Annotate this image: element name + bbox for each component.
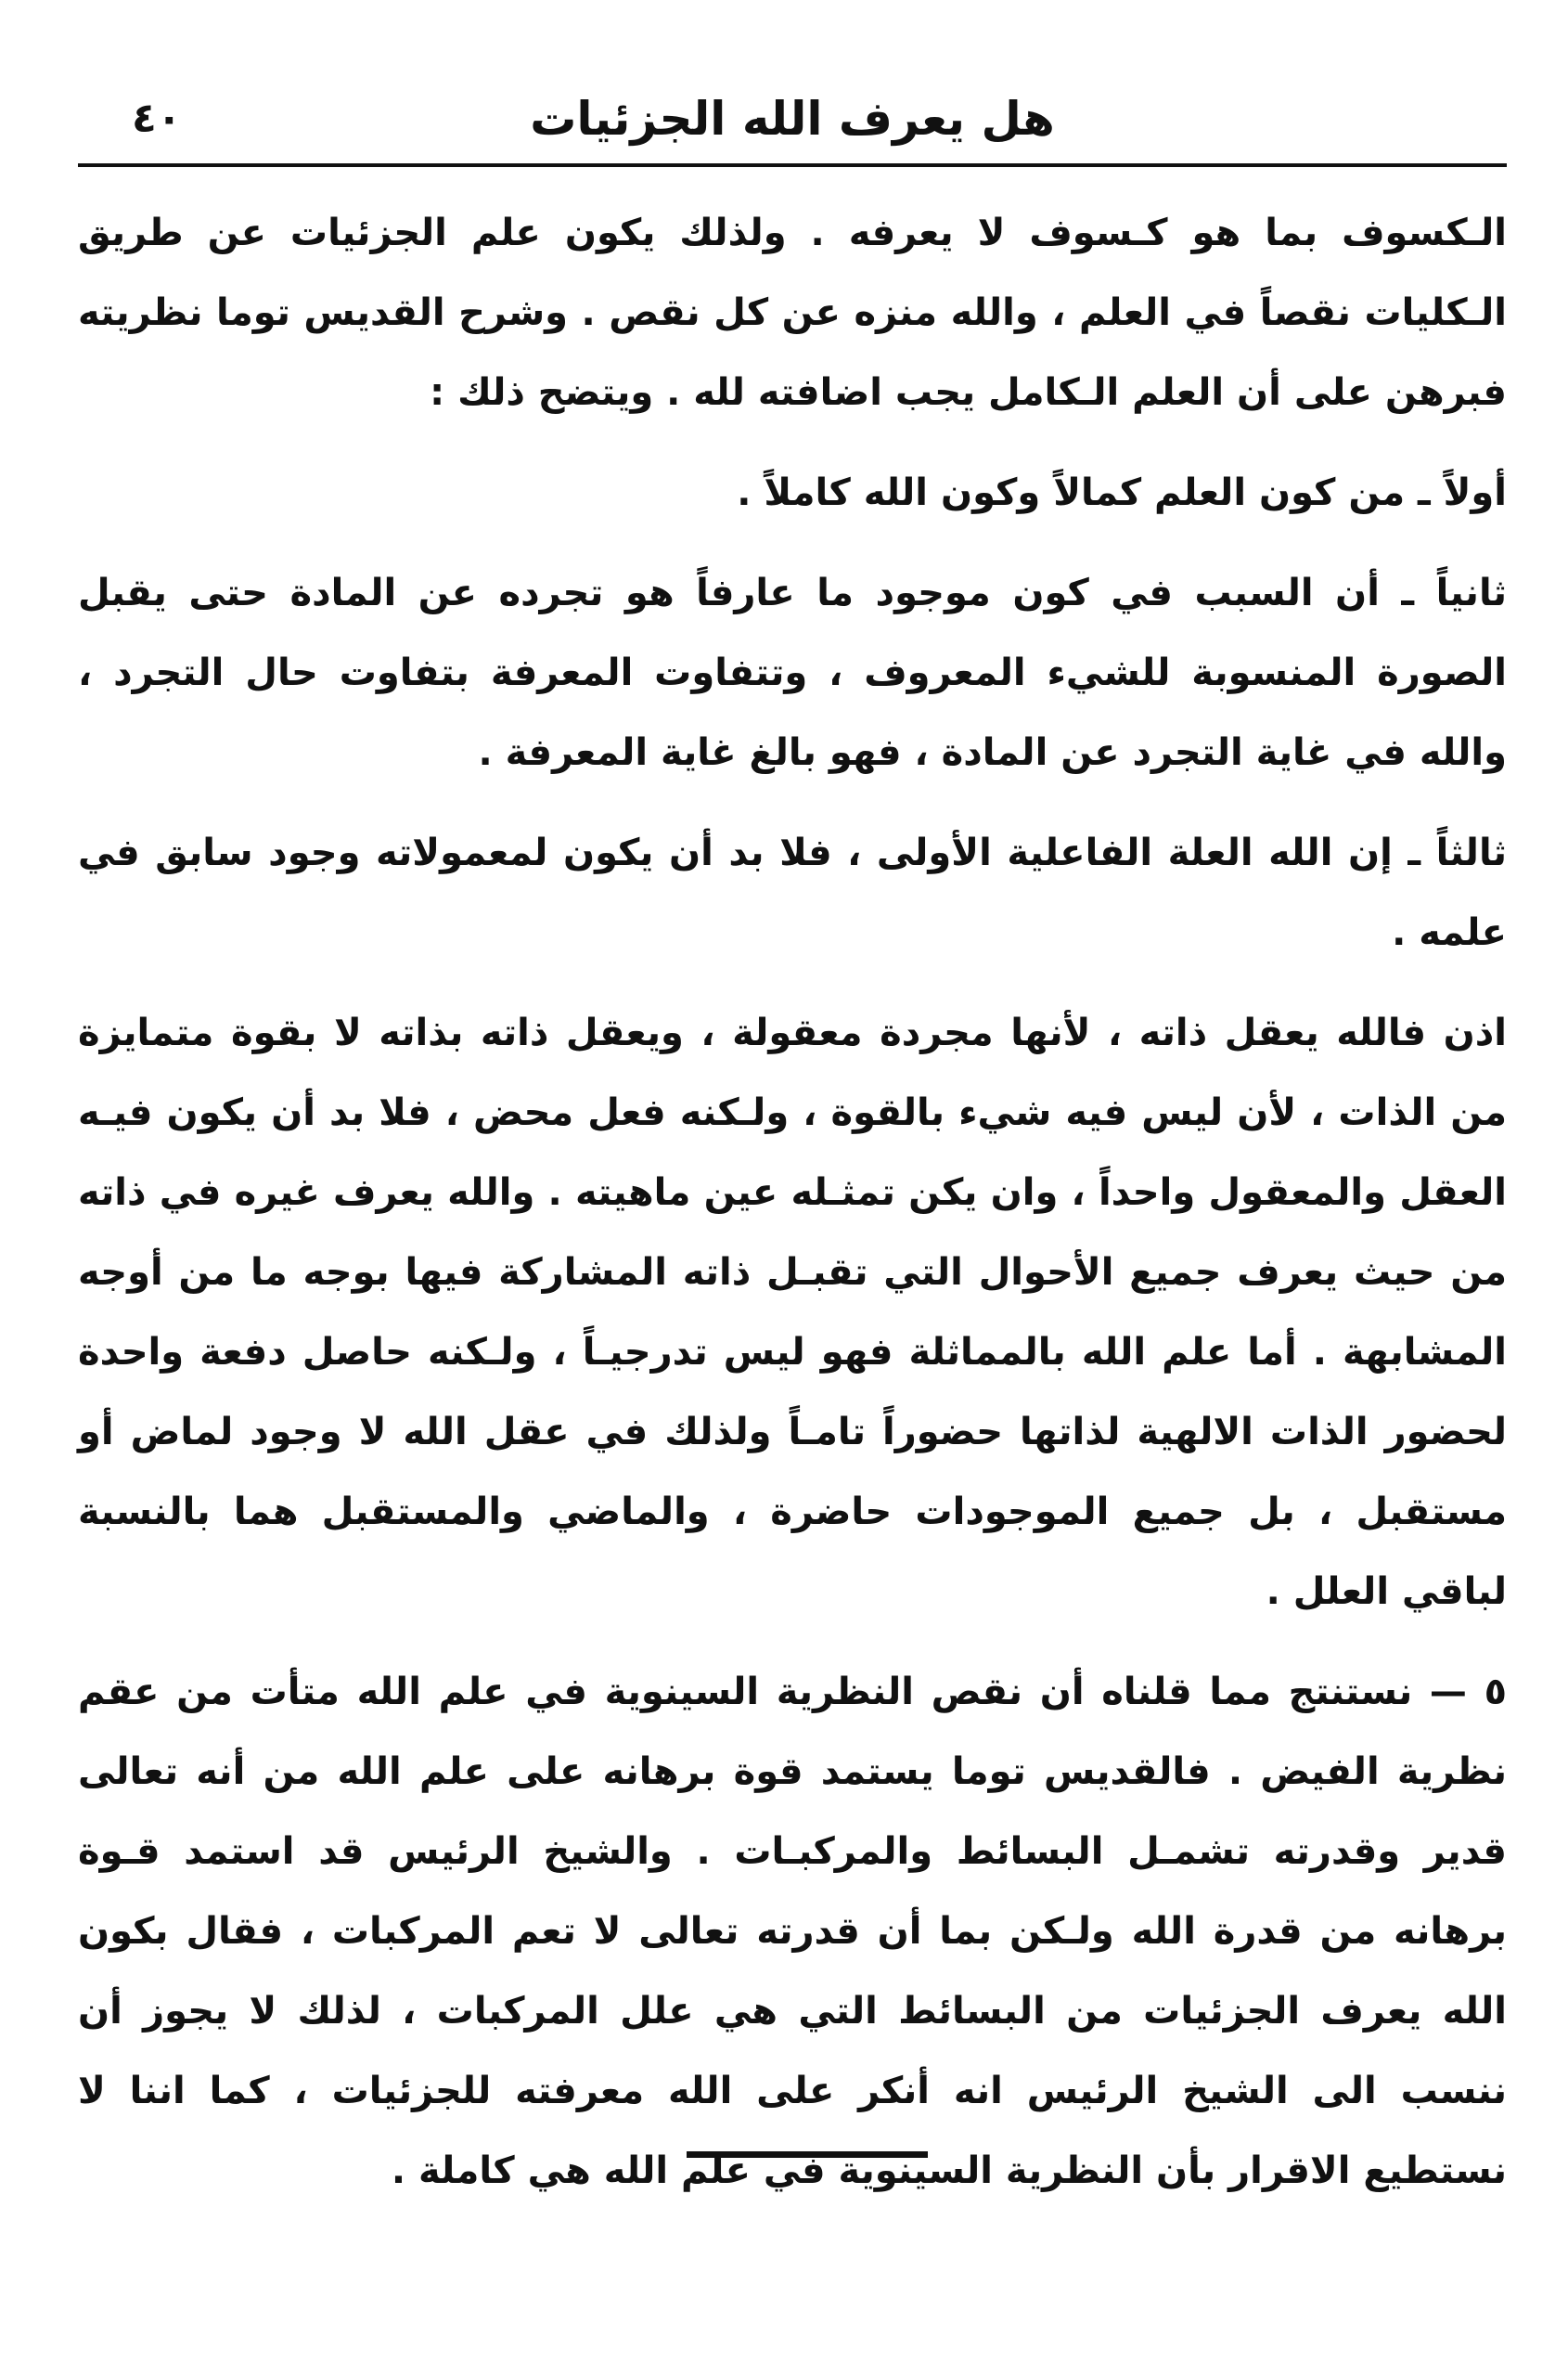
footer-rule: [687, 2151, 928, 2158]
book-page: [78, 74, 1507, 2231]
header-rule: [78, 163, 1507, 167]
body-text: [78, 193, 1507, 2211]
page-number: ٤٠: [132, 95, 182, 142]
paragraph-conclusion: ٥ — نستنتج مما قلناه أن نقص النظرية السينوية في علم الله متأت من عقم نظرية الفيض . فالقديس توما يستمد قوة برهانه على علم الله من أنه تعالى قدير وقدرته تشمـل البسائط والمركبـات . والشيخ الرئيس قد استمد قـوة برهانه من قدرة الله ولـكن بما أن قدرته تعالى لا تعم المركبات ، فقال بكون الله يعرف الجزئيات من البسائط التي هي علل المركبات ، لذلك لا يجوز أن ننسب الى الشيخ الرئيس انه أنكر على الله معرفته للجزئيات ، كما اننا لا نستطيع الاقرار بأن النظرية السينوية في علم الله هي كاملة .: [78, 1671, 1507, 2192]
paragraph-second-point: ثانياً ـ أن السبب في كون موجود ما عارفاً هو تجرده عن المادة حتى يقبل الصورة المنسوبة للشيء المعروف ، وتتفاوت المعرفة بتفاوت حال التجرد ، والله في غاية التجرد عن المادة ، فهو بالغ غاية المعرفة .: [78, 572, 1507, 774]
page-header: [78, 74, 1507, 163]
paragraph-self-knowledge: اذن فالله يعقل ذاته ، لأنها مجردة معقولة ، ويعقل ذاته بذاته لا بقوة متمايزة من الذات ، لأن ليس فيه شيء بالقوة ، ولـكنه فعل محض ، فلا بد أن يكون فيـه العقل والمعقول واحداً ، وان يكن تمثـله عين ماهيته . والله يعرف غيره في ذاته من حيث يعرف جميع الأحوال التي تقبـل ذاته المشاركة فيها بوجه ما من أوجه المشابهة . أما علم الله بالمماثلة فهو ليس تدرجيـاً ، ولـكنه حاصل دفعة واحدة لحضور الذات الالهية لذاتها حضوراً تامـاً ولذلك في عقل الله لا وجود لماض أو مستقبل ، بل جميع الموجودات حاضرة ، والماضي والمستقبل هما بالنسبة لباقي العلل .: [78, 1012, 1507, 1613]
paragraph-first-point: أولاً ـ من كون العلم كمالاً وكون الله كاملاً .: [737, 471, 1507, 514]
paragraph-intro: الـكسوف بما هو كـسوف لا يعرفه . ولذلك يكون علم الجزئيات عن طريق الـكليات نقصاً في العلم ، والله منزه عن كل نقص . وشرح القديس توما نظريته فبرهن على أن العلم الـكامل يجب اضافته لله . ويتضح ذلك :: [78, 212, 1507, 414]
paragraph-third-point: ثالثاً ـ إن الله العلة الفاعلية الأولى ، فلا بد أن يكون لمعمولاته وجود سابق في علمه .: [78, 832, 1507, 954]
running-title: هل يعرف الله الجزئيات: [530, 92, 1055, 146]
